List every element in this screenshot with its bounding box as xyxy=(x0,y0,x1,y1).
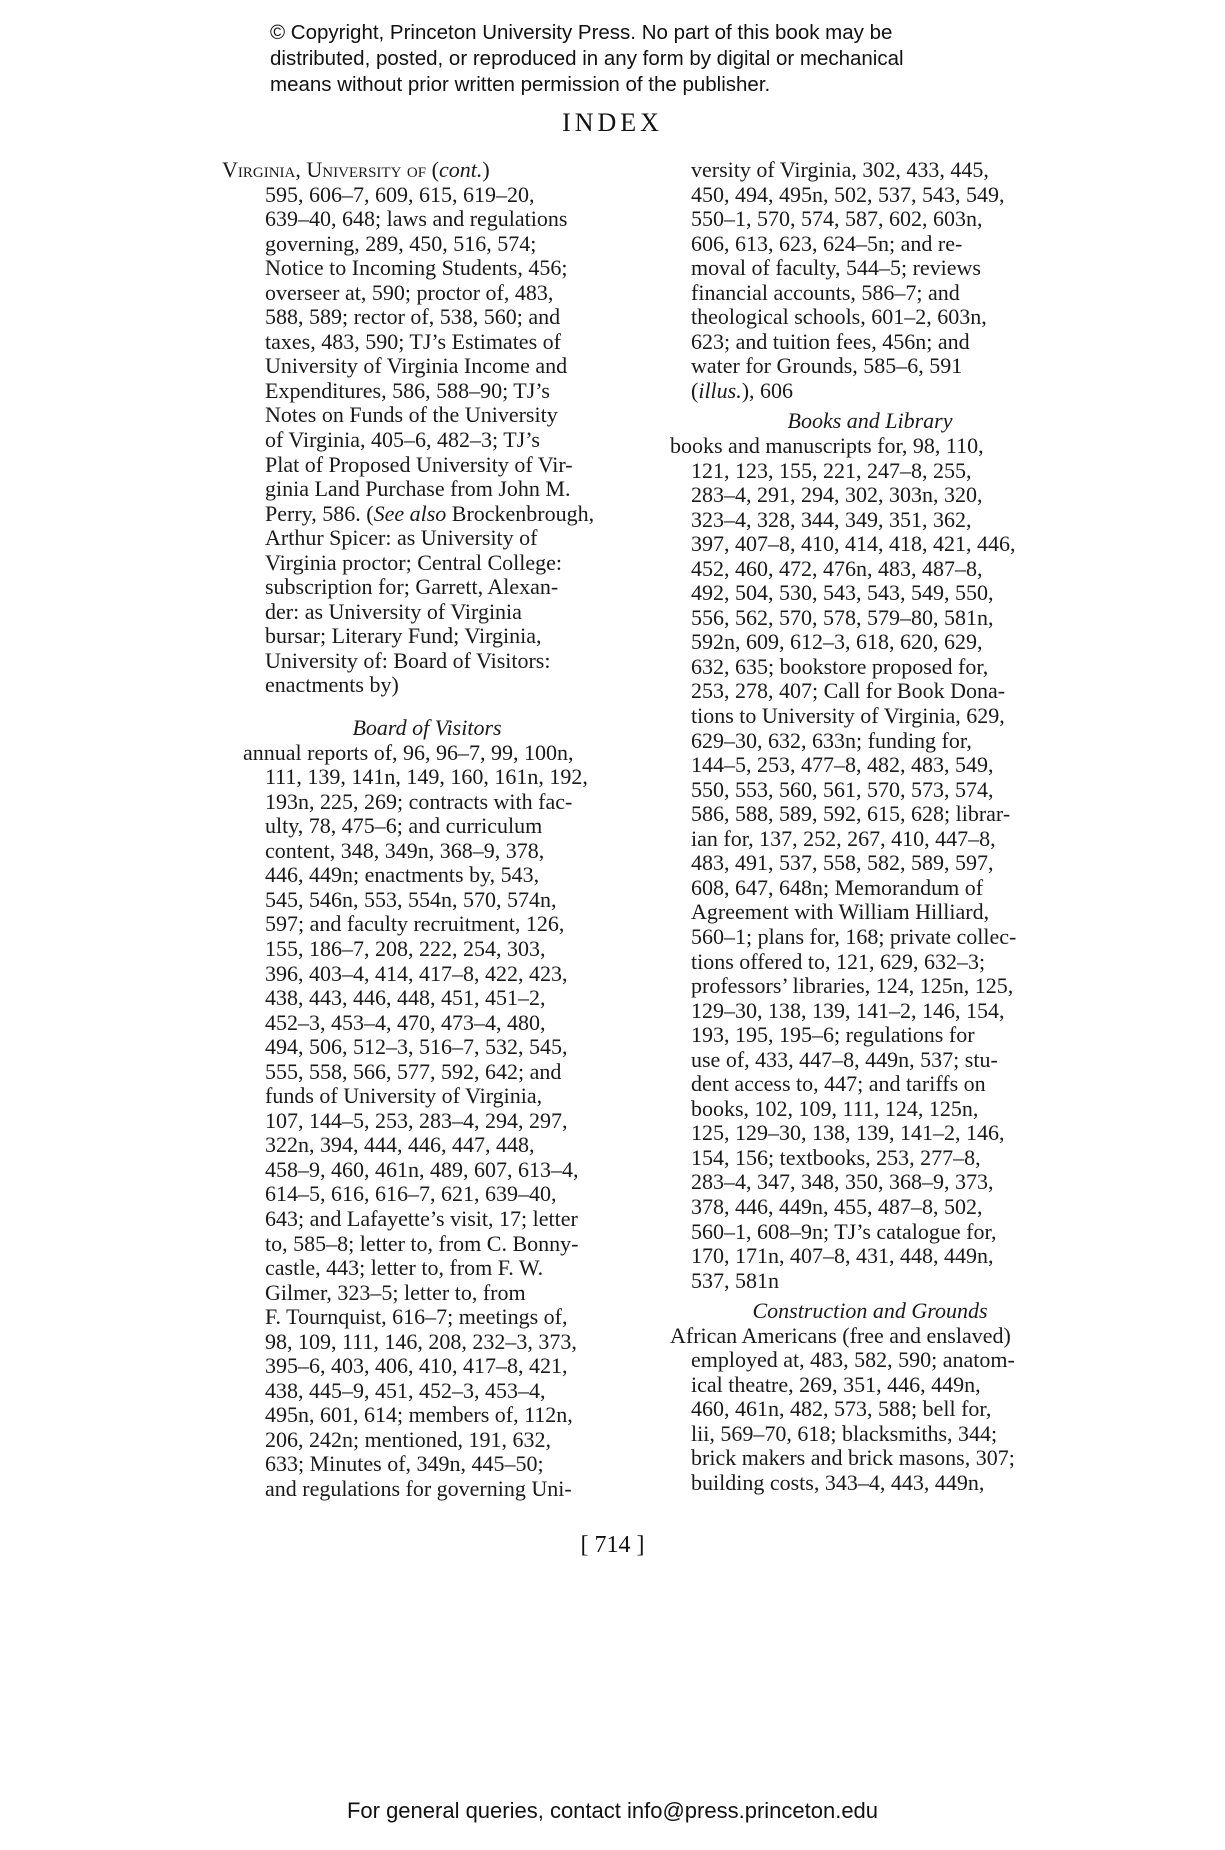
index-line: 595, 606–7, 609, 615, 619–20, xyxy=(265,181,535,207)
index-line: 450, 494, 495n, 502, 537, 543, 549, xyxy=(691,181,1005,207)
copyright-line: means without prior written permission of the publisher. xyxy=(270,73,771,96)
index-line: 560–1, 608–9n; TJ’s catalogue for, xyxy=(691,1218,997,1244)
index-line: versity of Virginia, 302, 433, 445, xyxy=(691,157,989,182)
index-line: of Virginia, 405–6, 482–3; TJ’s xyxy=(265,427,540,453)
index-line: 623; and tuition fees, 456n; and xyxy=(691,328,970,354)
index-line: 545, 546n, 553, 554n, 570, 574n, xyxy=(265,886,557,912)
index-line: Agreement with William Hilliard, xyxy=(691,899,990,925)
index-line: 550–1, 570, 574, 587, 602, 603n, xyxy=(691,206,983,232)
index-line: 438, 443, 446, 448, 451, 451–2, xyxy=(265,985,546,1011)
index-line: 460, 461n, 482, 573, 588; bell for, xyxy=(691,1396,992,1422)
index-line: tions offered to, 121, 629, 632–3; xyxy=(691,948,986,974)
index-line: castle, 443; letter to, from F. W. xyxy=(265,1255,544,1281)
index-line: water for Grounds, 585–6, 591 xyxy=(691,353,963,379)
index-line: 555, 558, 566, 577, 592, 642; and xyxy=(265,1058,562,1084)
index-line: 283–4, 347, 348, 350, 368–9, 373, xyxy=(691,1169,994,1195)
see-also-line xyxy=(222,502,632,527)
index-line: 597; and faculty recruitment, 126, xyxy=(265,911,565,937)
illus-line xyxy=(670,379,1070,404)
index-line: 154, 156; textbooks, 253, 277–8, xyxy=(691,1144,981,1170)
index-line: bursar; Literary Fund; Virginia, xyxy=(265,623,542,649)
index-line: 107, 144–5, 253, 283–4, 294, 297, xyxy=(265,1107,568,1133)
index-heading: Virginia, University of (cont.) xyxy=(222,157,490,182)
index-line: 495n, 601, 614; members of, 112n, xyxy=(265,1402,573,1428)
index-line: use of, 433, 447–8, 449n, 537; stu- xyxy=(691,1046,998,1072)
index-line: lii, 569–70, 618; blacksmiths, 344; xyxy=(691,1420,998,1446)
copyright-line: distributed, posted, or reproduced in any form by digital or mechanical xyxy=(270,47,904,70)
index-line: 629–30, 632, 633n; funding for, xyxy=(691,727,972,753)
index-line: Plat of Proposed University of Vir- xyxy=(265,451,573,477)
index-line: 193n, 225, 269; contracts with fac- xyxy=(265,788,573,814)
index-line: Arthur Spicer: as University of xyxy=(265,525,538,551)
subheading-construction-and-grounds: Construction and Grounds xyxy=(752,1298,988,1324)
subheading-board-of-visitors: Board of Visitors xyxy=(352,715,502,741)
index-line: 144–5, 253, 477–8, 482, 483, 549, xyxy=(691,752,994,778)
index-line: 452, 460, 472, 476n, 483, 487–8, xyxy=(691,555,983,581)
index-line: 253, 278, 407; Call for Book Dona- xyxy=(691,678,1006,704)
index-line: professors’ libraries, 124, 125n, 125, xyxy=(691,973,1014,999)
index-line: books, 102, 109, 111, 124, 125n, xyxy=(691,1095,979,1121)
index-line: 458–9, 460, 461n, 489, 607, 613–4, xyxy=(265,1156,579,1182)
index-line: University of: Board of Visitors: xyxy=(265,647,551,673)
index-line: 633; Minutes of, 349n, 445–50; xyxy=(265,1451,544,1477)
index-line: ulty, 78, 475–6; and curriculum xyxy=(265,813,543,839)
page-title: INDEX xyxy=(562,108,663,137)
index-line: taxes, 483, 590; TJ’s Estimates of xyxy=(265,328,561,354)
index-line: 592n, 609, 612–3, 618, 620, 629, xyxy=(691,629,983,655)
index-line: content, 348, 349n, 368–9, 378, xyxy=(265,837,545,863)
index-line: enactments by) xyxy=(265,672,399,698)
index-line: Expenditures, 586, 588–90; TJ’s xyxy=(265,377,550,403)
index-line: 550, 553, 560, 561, 570, 573, 574, xyxy=(691,776,994,802)
index-line: 323–4, 328, 344, 349, 351, 362, xyxy=(691,506,972,532)
page-number: [ 714 ] xyxy=(580,1532,645,1558)
index-line: 121, 123, 155, 221, 247–8, 255, xyxy=(691,457,972,483)
index-line: Virginia proctor; Central College: xyxy=(265,549,563,575)
index-line: 560–1; plans for, 168; private collec- xyxy=(691,923,1017,949)
see-also-continuation xyxy=(222,526,632,698)
index-line: subscription for; Garrett, Alexan- xyxy=(265,574,559,600)
subentry-continuation xyxy=(670,1348,1070,1495)
index-line: 608, 647, 648n; Memorandum of xyxy=(691,874,984,900)
index-line: der: as University of Virginia xyxy=(265,598,522,624)
index-column-left xyxy=(222,158,632,1502)
copyright-line: © Copyright, Princeton University Press. No part of this book may be xyxy=(270,21,893,44)
index-line: building costs, 343–4, 443, 449n, xyxy=(691,1469,985,1495)
index-line: University of Virginia Income and xyxy=(265,353,568,379)
subheading-books-and-library: Books and Library xyxy=(787,408,953,434)
index-line: 397, 407–8, 410, 414, 418, 421, 446, xyxy=(691,531,1016,557)
subentry-first-line: books and manuscripts for, 98, 110, xyxy=(670,433,984,459)
index-line: funds of University of Virginia, xyxy=(265,1083,543,1109)
footer-contact: For general queries, contact info@press.princeton.edu xyxy=(346,1798,879,1823)
see-also-pre: Perry, 586. ( xyxy=(265,500,374,526)
index-line: financial accounts, 586–7; and xyxy=(691,279,960,305)
subentry-first-line: African Americans (free and enslaved) xyxy=(670,1322,1011,1348)
index-line: 438, 445–9, 451, 452–3, 453–4, xyxy=(265,1377,546,1403)
index-line: dent access to, 447; and tariffs on xyxy=(691,1071,986,1097)
index-line: 396, 403–4, 414, 417–8, 422, 423, xyxy=(265,960,568,986)
index-line: to, 585–8; letter to, from C. Bonny- xyxy=(265,1230,579,1256)
index-line: employed at, 483, 582, 590; anatom- xyxy=(691,1347,1015,1373)
index-line: Notes on Funds of the University xyxy=(265,402,558,428)
index-line: and regulations for governing Uni- xyxy=(265,1475,572,1501)
index-line: 492, 504, 530, 543, 543, 549, 550, xyxy=(691,580,994,606)
index-line: ical theatre, 269, 351, 446, 449n, xyxy=(691,1371,981,1397)
index-line: 283–4, 291, 294, 302, 303n, 320, xyxy=(691,482,983,508)
see-also-post: Brockenbrough, xyxy=(446,500,595,526)
index-line: 98, 109, 111, 146, 208, 232–3, 373, xyxy=(265,1328,577,1354)
index-column-right xyxy=(670,158,1070,1496)
index-line: 322n, 394, 444, 446, 447, 448, xyxy=(265,1132,535,1158)
index-line: 632, 635; bookstore proposed for, xyxy=(691,653,989,679)
index-line: 206, 242n; mentioned, 191, 632, xyxy=(265,1426,551,1452)
index-line: governing, 289, 450, 516, 574; xyxy=(265,230,537,256)
index-line: 494, 506, 512–3, 516–7, 532, 545, xyxy=(265,1034,568,1060)
subentry-continuation xyxy=(222,765,632,1501)
index-line: 446, 449n; enactments by, 543, xyxy=(265,862,540,888)
index-line: 125, 129–30, 138, 139, 141–2, 146, xyxy=(691,1120,1005,1146)
index-line: 378, 446, 449n, 455, 487–8, 502, xyxy=(691,1193,983,1219)
index-line: 556, 562, 570, 578, 579–80, 581n, xyxy=(691,604,994,630)
illus-post: ), 606 xyxy=(741,377,794,403)
heading-main: Virginia, University of xyxy=(222,157,427,182)
index-line: 586, 588, 589, 592, 615, 628; librar- xyxy=(691,801,1011,827)
index-line: 483, 491, 537, 558, 582, 589, 597, xyxy=(691,850,994,876)
index-line: 537, 581n xyxy=(691,1267,779,1293)
index-line: 614–5, 616, 616–7, 621, 639–40, xyxy=(265,1181,557,1207)
index-line: 129–30, 138, 139, 141–2, 146, 154, xyxy=(691,997,1005,1023)
index-line: 643; and Lafayette’s visit, 17; letter xyxy=(265,1205,578,1231)
illus-label: illus. xyxy=(698,377,742,403)
heading-cont: cont. xyxy=(438,157,483,182)
index-line: 111, 139, 141n, 149, 160, 161n, 192, xyxy=(265,764,588,790)
index-line: overseer at, 590; proctor of, 483, xyxy=(265,279,554,305)
index-line: 193, 195, 195–6; regulations for xyxy=(691,1022,975,1048)
see-also-label: See also xyxy=(373,500,447,526)
index-line: Notice to Incoming Students, 456; xyxy=(265,255,568,281)
index-line: 395–6, 403, 406, 410, 417–8, 421, xyxy=(265,1353,568,1379)
illus-pre: ( xyxy=(691,377,699,403)
subentry-continuation xyxy=(670,459,1070,1294)
index-entry-continuation xyxy=(222,183,632,502)
index-line: brick makers and brick masons, 307; xyxy=(691,1445,1015,1471)
index-line: 639–40, 648; laws and regulations xyxy=(265,206,568,232)
copyright-notice xyxy=(270,20,990,98)
index-line: Gilmer, 323–5; letter to, from xyxy=(265,1279,526,1305)
index-line: 606, 613, 623, 624–5n; and re- xyxy=(691,230,963,256)
index-line: tions to University of Virginia, 629, xyxy=(691,703,1005,729)
index-entry-continuation xyxy=(670,158,1070,379)
index-line: ian for, 137, 252, 267, 410, 447–8, xyxy=(691,825,996,851)
index-line: 452–3, 453–4, 470, 473–4, 480, xyxy=(265,1009,546,1035)
subentry-first-line: annual reports of, 96, 96–7, 99, 100n, xyxy=(243,739,574,765)
index-line: ginia Land Purchase from John M. xyxy=(265,476,571,502)
index-line: 170, 171n, 407–8, 431, 448, 449n, xyxy=(691,1243,994,1269)
index-line: theological schools, 601–2, 603n, xyxy=(691,304,987,330)
index-line: F. Tournquist, 616–7; meetings of, xyxy=(265,1304,568,1330)
index-line: 155, 186–7, 208, 222, 254, 303, xyxy=(265,935,546,961)
index-line: moval of faculty, 544–5; reviews xyxy=(691,255,981,281)
index-line: 588, 589; rector of, 538, 560; and xyxy=(265,304,561,330)
